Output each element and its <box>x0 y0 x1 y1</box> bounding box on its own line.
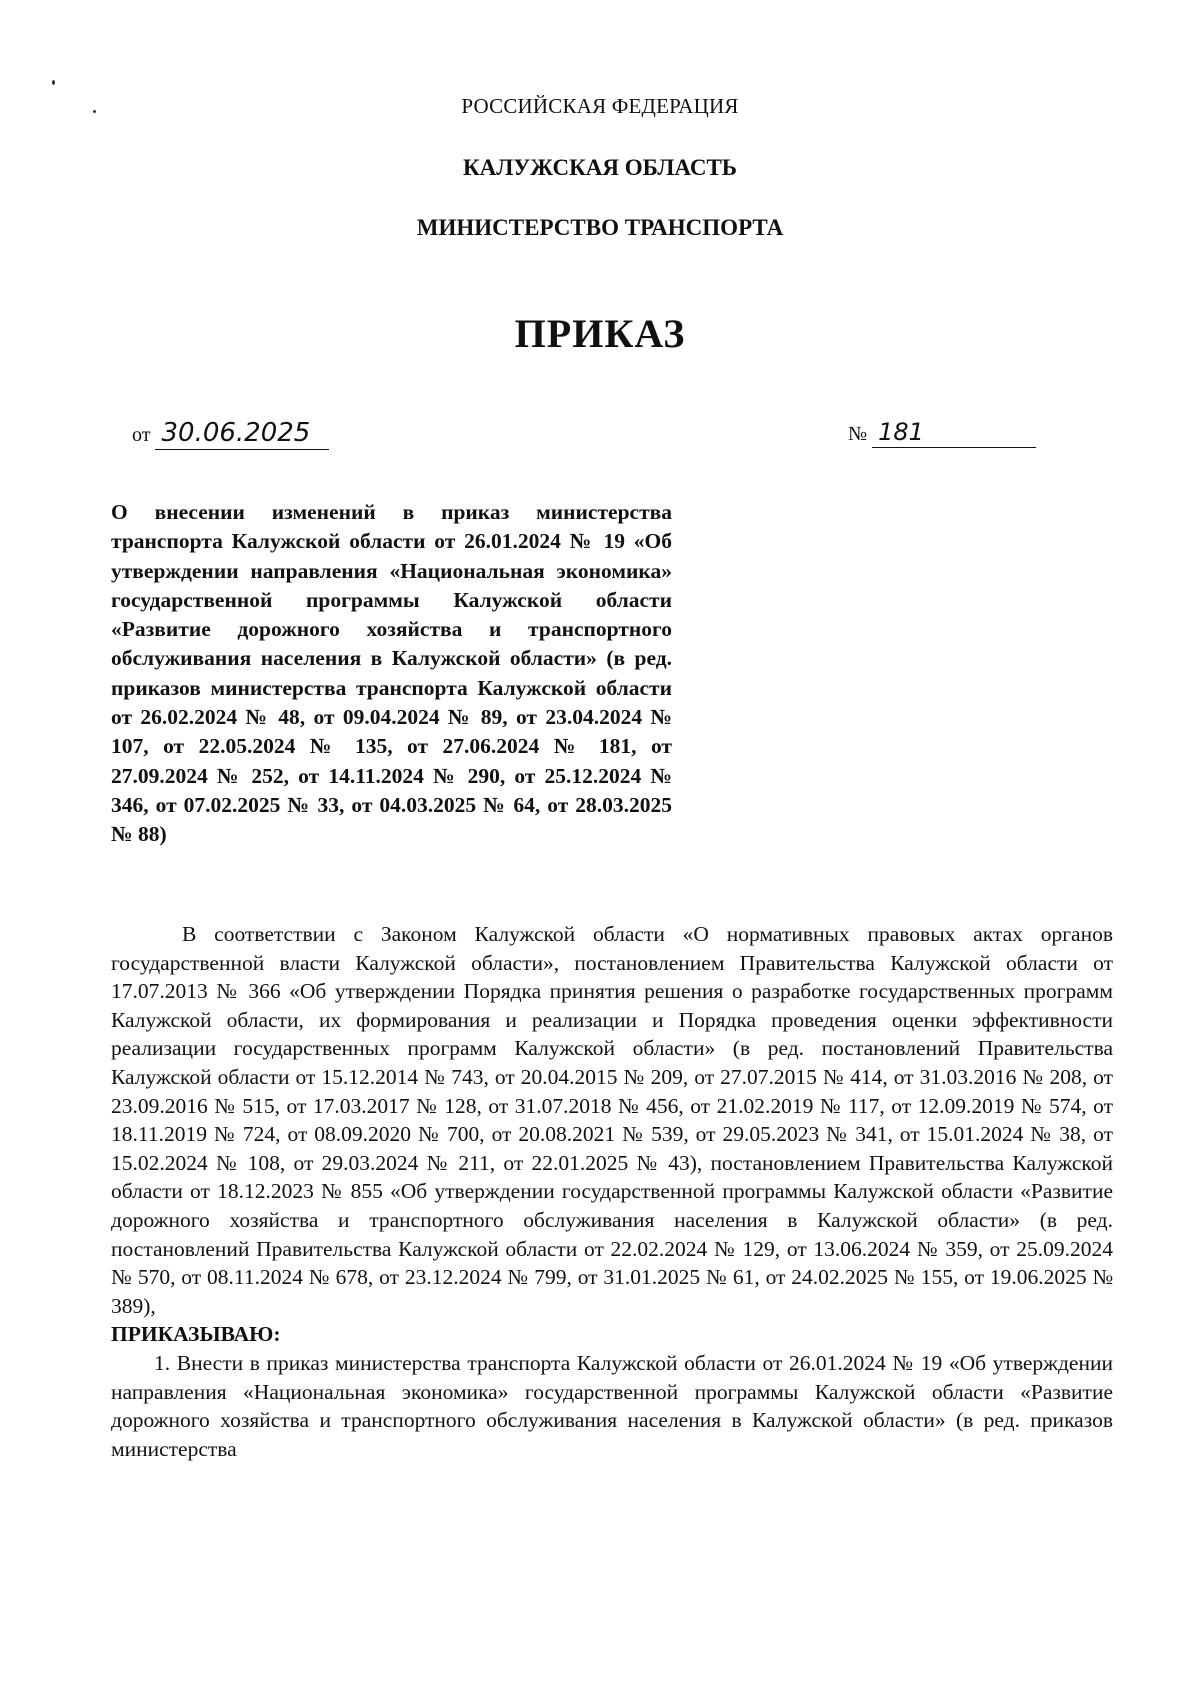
number-prefix: № <box>848 423 868 445</box>
scan-speck <box>52 80 55 85</box>
country-heading: РОССИЙСКАЯ ФЕДЕРАЦИЯ <box>461 94 739 118</box>
preamble-paragraph: В соответствии с Законом Калужской области «О нормативных правовых актах органов государственной власти Калужской области», постановлением Правительства Калужской области от 17.07.2013 № 366 «Об утверждении Порядка принятия решения о разработке государственных программ Калужской области, их формирования и реализации и Порядка проведения оценки эффективности реализации государственных программ Калужской области» (в ред. постановлений Правительства Калужской области от 15.12.2014 № 743, от 20.04.2015 № 209, от 27.07.2015 № 414, от 31.03.2016 № 208, от 23.09.2016 № 515, от 17.03.2017 № 128, от 31.07.2018 № 456, от 21.02.2019 № 117, от 12.09.2019 № 574, от 18.11.2019 № 724, от 08.09.2020 № 700, от 20.08.2021 № 539, от 29.05.2023 № 341, от 15.01.2024 № 38, от 15.02.2024 № 108, от 29.03.2024 № 211, от 22.01.2025 № 43), постановлением Правительства Калужской области от 18.12.2023 № 855 «Об утверждении государственной программы Калужской области «Развитие дорожного хозяйства и транспортного обслуживания населения в Калужской области» (в ред. постановлений Правительства Калужской области от 22.02.2024 № 129, от 13.06.2024 № 359, от 25.09.2024 № 570, от 08.11.2024 № 678, от 23.12.2024 № 799, от 31.01.2025 № 61, от 24.02.2025 № 155, от 19.06.2025 № 389), <box>111 922 1113 1318</box>
order-directive: ПРИКАЗЫВАЮ: <box>111 1322 281 1347</box>
ministry-heading: МИНИСТЕРСТВО ТРАНСПОРТА <box>416 215 784 240</box>
order-number <box>848 418 1036 448</box>
order-item-1: 1. Внести в приказ министерства транспорта Калужской области от 26.01.2024 № 19 «Об утверждении направления «Национальная экономика» государственной программы Калужской области «Развитие дорожного хозяйства и транспортного обслуживания населения в Калужской области» (в ред. приказов министерства <box>111 1350 1113 1461</box>
order-date <box>132 418 329 450</box>
date-prefix: от <box>132 424 151 446</box>
document-type-title: ПРИКАЗ <box>514 311 686 356</box>
region-heading: КАЛУЖСКАЯ ОБЛАСТЬ <box>462 155 737 180</box>
handwritten-number: 181 <box>872 418 1036 448</box>
handwritten-date: 30.06.2025 <box>155 418 329 450</box>
order-subject: О внесении изменений в приказ министерства транспорта Калужской области от 26.01.2024 № 19 «Об утверждении направления «Национальная экономика» государственной программы Калужской области «Развитие дорожного хозяйства и транспортного обслуживания населения в Калужской области» (в ред. приказов министерства транспорта Калужской области от 26.02.2024 № 48, от 09.04.2024 № 89, от 23.04.2024 № 107, от 22.05.2024 № 135, от 27.06.2024 № 181, от 27.09.2024 № 252, от 14.11.2024 № 290, от 25.12.2024 № 346, от 07.02.2025 № 33, от 04.03.2025 № 64, от 28.03.2025 № 88) <box>111 500 672 847</box>
order-body <box>111 920 1113 1463</box>
